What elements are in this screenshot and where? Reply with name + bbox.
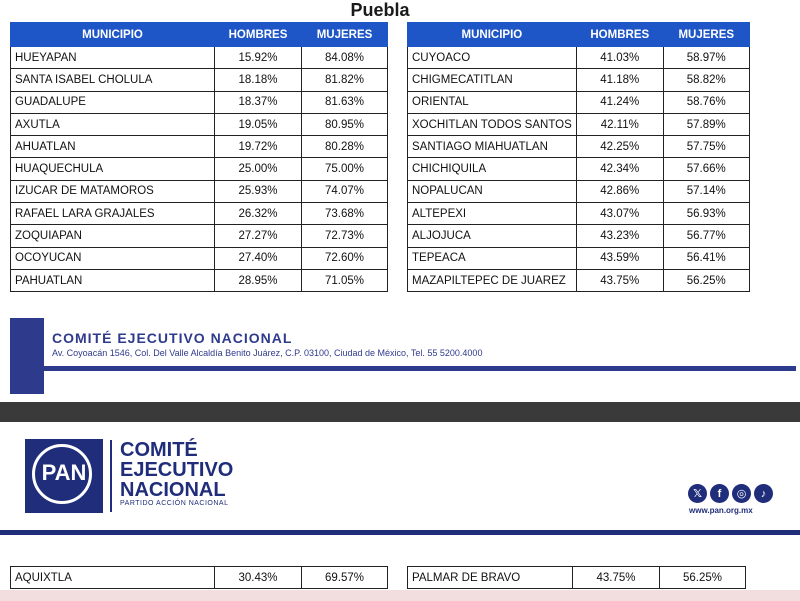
cell-mujeres: 56.41% xyxy=(663,247,749,269)
cell-hombres: 30.43% xyxy=(215,567,302,589)
cell-mujeres: 57.75% xyxy=(663,136,749,158)
cell-municipio: GUADALUPE xyxy=(11,91,215,113)
cell-municipio: XOCHITLAN TODOS SANTOS xyxy=(408,113,577,135)
cell-mujeres: 75.00% xyxy=(302,158,388,180)
cell-municipio: PAHUATLAN xyxy=(11,269,215,291)
cell-hombres: 25.93% xyxy=(215,180,302,202)
cell-hombres: 42.11% xyxy=(576,113,663,135)
table-right xyxy=(407,22,750,292)
cell-hombres: 25.00% xyxy=(215,158,302,180)
cell-municipio: CUYOACO xyxy=(408,47,577,69)
table-row xyxy=(11,567,388,589)
cell-mujeres: 74.07% xyxy=(302,180,388,202)
cell-mujeres: 81.82% xyxy=(302,69,388,91)
table-row xyxy=(408,158,750,180)
cell-municipio: ALTEPEXI xyxy=(408,203,577,225)
table-row xyxy=(408,203,750,225)
table-row xyxy=(11,247,388,269)
cell-hombres: 43.75% xyxy=(576,269,663,291)
cell-mujeres: 58.82% xyxy=(663,69,749,91)
cell-mujeres: 56.93% xyxy=(663,203,749,225)
cell-hombres: 41.03% xyxy=(576,47,663,69)
cell-hombres: 42.34% xyxy=(576,158,663,180)
instagram-icon[interactable]: ◎ xyxy=(732,484,751,503)
footer-rule xyxy=(44,366,796,371)
cell-hombres: 27.27% xyxy=(215,225,302,247)
cell-mujeres: 71.05% xyxy=(302,269,388,291)
table-row xyxy=(11,158,388,180)
cell-hombres: 19.72% xyxy=(215,136,302,158)
cell-hombres: 41.24% xyxy=(576,91,663,113)
cell-mujeres: 58.97% xyxy=(663,47,749,69)
table-row xyxy=(11,203,388,225)
table-right-continued xyxy=(407,566,746,589)
cell-municipio: AQUIXTLA xyxy=(11,567,215,589)
cell-mujeres: 56.25% xyxy=(663,269,749,291)
logo-text: PAN xyxy=(41,460,87,485)
page-separator xyxy=(0,402,800,422)
cell-hombres: 26.32% xyxy=(215,203,302,225)
cell-municipio: SANTA ISABEL CHOLULA xyxy=(11,69,215,91)
table-left-continued xyxy=(10,566,388,589)
cell-mujeres: 80.95% xyxy=(302,113,388,135)
cell-municipio: AXUTLA xyxy=(11,113,215,135)
table-row xyxy=(408,47,750,69)
cell-hombres: 41.18% xyxy=(576,69,663,91)
cell-mujeres: 80.28% xyxy=(302,136,388,158)
cell-hombres: 43.07% xyxy=(576,203,663,225)
header-municipio: MUNICIPIO xyxy=(408,23,577,47)
header-hombres: HOMBRES xyxy=(215,23,302,47)
cell-hombres: 27.40% xyxy=(215,247,302,269)
cell-hombres: 42.86% xyxy=(576,180,663,202)
cell-municipio: ALJOJUCA xyxy=(408,225,577,247)
page-title: Puebla xyxy=(350,0,410,20)
cell-mujeres: 57.14% xyxy=(663,180,749,202)
footer-accent-bar xyxy=(10,318,44,394)
table-row xyxy=(11,113,388,135)
header-subtitle: PARTIDO ACCIÓN NACIONAL xyxy=(120,500,229,507)
table-row xyxy=(408,69,750,91)
cell-hombres: 43.23% xyxy=(576,225,663,247)
header-title-line: COMITÉ xyxy=(120,439,198,461)
x-icon[interactable]: 𝕏 xyxy=(688,484,707,503)
bottom-strip xyxy=(0,590,800,601)
cell-hombres: 15.92% xyxy=(215,47,302,69)
cell-mujeres: 56.77% xyxy=(663,225,749,247)
table-left xyxy=(10,22,388,292)
cell-municipio: CHIGMECATITLAN xyxy=(408,69,577,91)
cell-hombres: 18.18% xyxy=(215,69,302,91)
header-mujeres: MUJERES xyxy=(302,23,388,47)
table-row xyxy=(408,180,750,202)
cell-mujeres: 84.08% xyxy=(302,47,388,69)
cell-municipio: NOPALUCAN xyxy=(408,180,577,202)
table-row xyxy=(11,180,388,202)
table-row xyxy=(11,136,388,158)
cell-municipio: PALMAR DE BRAVO xyxy=(408,567,573,589)
social-icons xyxy=(688,484,773,504)
header-title-line: EJECUTIVO xyxy=(120,459,234,481)
cell-hombres: 43.59% xyxy=(576,247,663,269)
table-row xyxy=(11,69,388,91)
pan-logo xyxy=(25,439,103,513)
cell-mujeres: 57.66% xyxy=(663,158,749,180)
header-mujeres: MUJERES xyxy=(663,23,749,47)
website-link[interactable]: www.pan.org.mx xyxy=(689,506,753,515)
cell-hombres: 28.95% xyxy=(215,269,302,291)
table-row xyxy=(11,47,388,69)
table-row xyxy=(11,225,388,247)
table-row xyxy=(408,91,750,113)
cell-hombres: 42.25% xyxy=(576,136,663,158)
header-hombres: HOMBRES xyxy=(576,23,663,47)
cell-mujeres: 72.60% xyxy=(302,247,388,269)
cell-municipio: ZOQUIAPAN xyxy=(11,225,215,247)
cell-mujeres: 58.76% xyxy=(663,91,749,113)
cell-municipio: ORIENTAL xyxy=(408,91,577,113)
cell-hombres: 19.05% xyxy=(215,113,302,135)
table-row xyxy=(408,247,750,269)
table-row xyxy=(408,225,750,247)
header-title xyxy=(120,440,233,500)
table-row xyxy=(408,113,750,135)
tiktok-icon[interactable]: ♪ xyxy=(754,484,773,503)
cell-mujeres: 72.73% xyxy=(302,225,388,247)
cell-mujeres: 57.89% xyxy=(663,113,749,135)
cell-mujeres: 69.57% xyxy=(302,567,388,589)
cell-municipio: HUAQUECHULA xyxy=(11,158,215,180)
cell-municipio: RAFAEL LARA GRAJALES xyxy=(11,203,215,225)
cell-municipio: TEPEACA xyxy=(408,247,577,269)
table-row xyxy=(408,269,750,291)
table-row xyxy=(11,91,388,113)
cell-municipio: AHUATLAN xyxy=(11,136,215,158)
cell-municipio: MAZAPILTEPEC DE JUAREZ xyxy=(408,269,577,291)
cell-municipio: HUEYAPAN xyxy=(11,47,215,69)
cell-municipio: OCOYUCAN xyxy=(11,247,215,269)
logo-divider xyxy=(110,440,112,512)
cell-hombres: 43.75% xyxy=(573,567,660,589)
cell-municipio: CHICHIQUILA xyxy=(408,158,577,180)
header-title-line: NACIONAL xyxy=(120,479,226,501)
cell-municipio: SANTIAGO MIAHUATLAN xyxy=(408,136,577,158)
footer-address: Av. Coyoacán 1546, Col. Del Valle Alcaldía Benito Juárez, C.P. 03100, Ciudad de México, Tel. 55 5200.4000 xyxy=(52,348,483,358)
table-row xyxy=(408,567,746,589)
cell-mujeres: 56.25% xyxy=(660,567,746,589)
cell-municipio: IZUCAR DE MATAMOROS xyxy=(11,180,215,202)
cell-hombres: 18.37% xyxy=(215,91,302,113)
header-rule xyxy=(0,530,800,535)
table-row xyxy=(11,269,388,291)
cell-mujeres: 81.63% xyxy=(302,91,388,113)
header-municipio: MUNICIPIO xyxy=(11,23,215,47)
footer-title: COMITÉ EJECUTIVO NACIONAL xyxy=(52,330,293,346)
cell-mujeres: 73.68% xyxy=(302,203,388,225)
table-row xyxy=(408,136,750,158)
facebook-icon[interactable]: f xyxy=(710,484,729,503)
